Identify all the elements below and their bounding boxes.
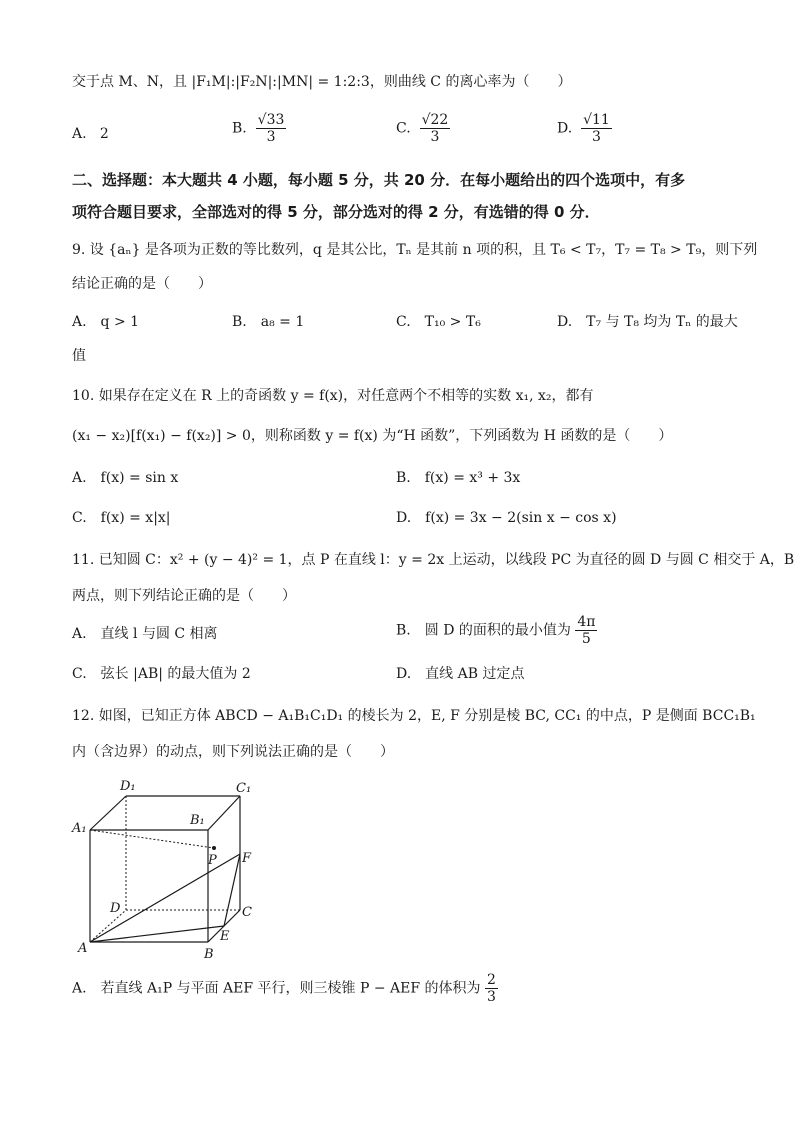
label-e: E [220,929,230,944]
label-c1: C₁ [236,781,252,796]
q8-option-c: C. $\frac{√22}{3}$ [396,112,449,145]
q10-option-d: D. f(x) = 3x − 2(sin x − cos x) [396,510,617,526]
q8-d-fraction: $\frac{√11}{3}$ [583,112,610,145]
q9-stem-line2: 结论正确的是（ ） [72,276,212,292]
section2-heading-line1: 二、选择题：本大题共 4 小题，每小题 5 分，共 20 分．在每小题给出的四个选项中，有多 [72,171,686,189]
q11-option-c: C. 弦长 |AB| 的最大值为 2 [72,666,251,682]
label-p: P [208,853,217,868]
q10-stem-line2: (x₁ − x₂)[f(x₁) − f(x₂)] > 0，则称函数 y = f(x) 为“H 函数”，下列函数为 H 函数的是（ ） [72,428,673,444]
section2-heading-line2: 项符合题目要求，全部选对的得 5 分，部分选对的得 2 分，有选错的得 0 分． [72,203,600,221]
q12-stem-line1: 12. 如图，已知正方体 ABCD − A₁B₁C₁D₁ 的棱长为 2，E, F 分别是棱 BC, CC₁ 的中点，P 是侧面 BCC₁B₁ [72,708,756,724]
q8-b-fraction: $\frac{√33}{3}$ [257,112,285,145]
q12-a-fraction: $\frac{2}{3}$ [487,972,496,1005]
q9-option-b: B. a₈ = 1 [232,314,305,330]
q11-option-a: A. 直线 l 与圆 C 相离 [72,626,218,642]
label-a: A [78,941,88,956]
q8-c-fraction: $\frac{√22}{3}$ [421,112,449,145]
q11-option-b: B. 圆 D 的面积的最小值为 $\frac{4\pi}{5}$ [396,614,596,647]
q9-option-d-continued: 值 [72,348,86,364]
q11-stem-line2: 两点，则下列结论正确的是（ ） [72,588,296,604]
label-c: C [242,905,252,920]
q8-option-a: A. 2 [72,126,109,142]
q11-option-d: D. 直线 AB 过定点 [396,666,525,682]
q10-option-c: C. f(x) = x|x| [72,510,171,526]
q8-option-b: B. $\frac{√33}{3}$ [232,112,285,145]
q10-option-b: B. f(x) = x³ + 3x [396,470,521,486]
q8-stem: 交于点 M、N，且 |F₁M|:|F₂N|:|MN| = 1:2:3，则曲线 C 的离心率为（ ） [72,74,572,90]
label-b1: B₁ [190,813,205,828]
point-p [212,846,216,850]
label-d: D [110,901,121,916]
q8-option-d: D. $\frac{√11}{3}$ [557,112,610,145]
q10-option-a: A. f(x) = sin x [72,470,179,486]
q9-stem-line1: 9. 设 {aₙ} 是各项为正数的等比数列，q 是其公比，Tₙ 是其前 n 项的积，且 T₆ < T₇，T₇ = T₈ > T₉，则下列 [72,242,758,258]
label-f: F [242,851,252,866]
q10-stem-line1: 10. 如果存在定义在 R 上的奇函数 y = f(x)，对任意两个不相等的实数 x₁, x₂，都有 [72,388,594,404]
q9-option-d: D. T₇ 与 T₈ 均为 Tₙ 的最大 [557,314,738,330]
label-d1: D₁ [120,779,136,794]
q11-b-fraction: $\frac{4\pi}{5}$ [577,614,596,647]
label-b: B [204,947,214,962]
q11-stem-line1: 11. 已知圆 C：x² + (y − 4)² = 1，点 P 在直线 l：y = 2x 上运动，以线段 PC 为直径的圆 D 与圆 C 相交于 A，B [72,552,794,568]
label-a1: A₁ [72,821,87,836]
q9-option-a: A. q > 1 [72,314,140,330]
q12-stem-line2: 内（含边界）的动点，则下列说法正确的是（ ） [72,744,394,760]
cube-figure [70,772,270,968]
q9-option-c: C. T₁₀ > T₆ [396,314,481,330]
q12-option-a: A. 若直线 A₁P 与平面 AEF 平行，则三棱锥 P − AEF 的体积为 $\frac{2}{3}$ [72,972,496,1005]
